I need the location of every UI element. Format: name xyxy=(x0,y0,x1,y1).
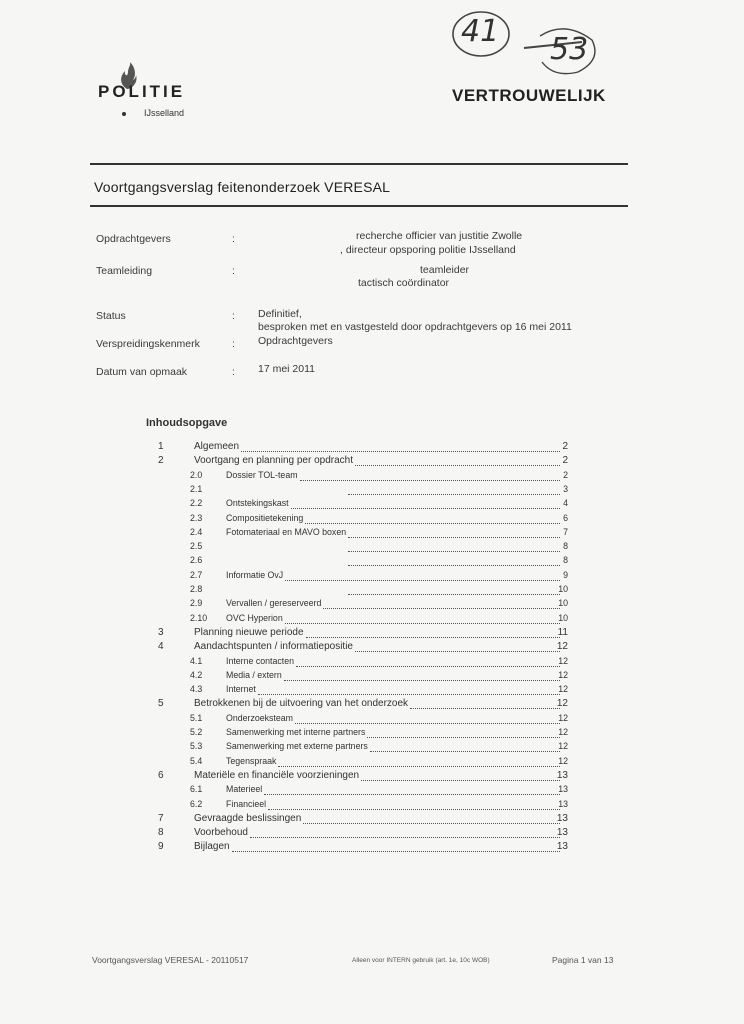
toc-entry-page: 2 xyxy=(563,469,568,480)
toc-entry xyxy=(158,484,572,498)
toc-entry-number: 2.0 xyxy=(190,469,203,480)
toc-entry-page: 12 xyxy=(558,755,568,766)
toc-entry-page: 13 xyxy=(556,769,568,781)
toc-leader-dots xyxy=(250,837,560,838)
toc-entry xyxy=(158,813,572,827)
toc-leader-dots xyxy=(348,537,560,538)
toc-entry-label: Samenwerking met externe partners xyxy=(226,741,368,752)
toc-entry xyxy=(158,570,572,584)
toc-entry xyxy=(158,441,572,455)
meta-verspreiding-sep: : xyxy=(232,338,235,350)
toc-entry-page: 12 xyxy=(558,741,568,752)
toc-entry xyxy=(158,827,572,841)
meta-verspreiding-label: Verspreidingskenmerk xyxy=(96,338,200,350)
toc-entry-page: 11 xyxy=(557,626,568,638)
region-name: IJsselland xyxy=(144,108,185,118)
toc-entry-page: 10 xyxy=(558,584,568,594)
toc-entry-page: 9 xyxy=(563,569,568,580)
toc-leader-dots xyxy=(348,565,560,566)
toc-entry-page: 13 xyxy=(556,827,568,839)
meta-datum-value: 17 mei 2011 xyxy=(258,363,316,375)
toc-entry-label: Planning nieuwe periode xyxy=(194,626,304,638)
toc-entry-label: Materieel xyxy=(226,784,263,795)
toc-entry xyxy=(158,613,572,627)
toc-entry-page: 13 xyxy=(558,798,568,809)
toc-entry xyxy=(158,784,572,798)
toc-leader-dots xyxy=(295,723,560,724)
toc-entry xyxy=(158,684,572,698)
toc-entry-label: Interne contacten xyxy=(226,655,294,666)
toc-entry xyxy=(158,513,572,527)
toc-leader-dots xyxy=(258,694,560,695)
toc-entry-label: Ontstekingskast xyxy=(226,498,289,509)
bullet-icon xyxy=(122,112,126,116)
toc-entry-number: 2 xyxy=(158,455,164,467)
toc-leader-dots xyxy=(285,623,560,624)
toc-entry-number: 5 xyxy=(158,698,164,710)
toc-leader-dots xyxy=(241,451,560,452)
toc-entry-number: 2.7 xyxy=(190,569,203,580)
toc-entry-page: 12 xyxy=(558,655,568,666)
toc-entry-number: 2.1 xyxy=(190,483,203,494)
toc-entry xyxy=(158,841,572,855)
top-rule xyxy=(90,163,628,165)
toc-entry-label: Aandachtspunten / informatiepositie xyxy=(194,641,353,653)
meta-opdrachtgevers-line2: , directeur opsporing politie IJsselland xyxy=(340,244,516,256)
toc-entry-number: 4 xyxy=(158,641,164,653)
toc-leader-dots xyxy=(348,551,560,552)
toc-leader-dots xyxy=(410,708,560,709)
toc-entry-label: Bijlagen xyxy=(194,841,230,853)
toc-entry-page: 10 xyxy=(558,612,568,623)
meta-status-line2: besproken met en vastgesteld door opdrachtgevers op 16 mei 2011 xyxy=(258,321,572,333)
toc-leader-dots xyxy=(355,465,560,466)
toc-entry-page: 13 xyxy=(558,784,568,795)
toc-entry-number: 8 xyxy=(158,827,164,839)
toc-entry-number: 5.1 xyxy=(190,712,203,723)
toc-entry xyxy=(158,756,572,770)
toc-leader-dots xyxy=(306,637,560,638)
toc-entry-number: 6.2 xyxy=(190,798,203,809)
meta-status-label: Status xyxy=(96,310,126,322)
classification-label: VERTROUWELIJK xyxy=(452,86,606,105)
title-rule xyxy=(90,205,628,207)
toc-entry xyxy=(158,641,572,655)
toc-leader-dots xyxy=(278,766,560,767)
toc-entry-label: Dossier TOL-team xyxy=(226,469,298,480)
toc-entry-label: Internet xyxy=(226,684,256,695)
politie-logo xyxy=(98,62,218,122)
meta-teamleiding-line1: teamleider xyxy=(420,264,470,276)
footer-right: Pagina 1 van 13 xyxy=(552,955,614,965)
toc-leader-dots xyxy=(355,651,560,652)
toc-entry xyxy=(158,470,572,484)
toc-entry-number: 5.3 xyxy=(190,741,203,752)
toc-entry-page: 13 xyxy=(556,812,568,824)
toc-entry-label: OVC Hyperion xyxy=(226,612,283,623)
toc-entry xyxy=(158,455,572,469)
toc-entry-label: Fotomateriaal en MAVO boxen xyxy=(226,526,347,537)
meta-teamleiding-line2: tactisch coördinator xyxy=(358,277,450,289)
toc-entry xyxy=(158,598,572,612)
toc-entry-number: 6.1 xyxy=(190,784,203,795)
toc-entry-number: 7 xyxy=(158,812,164,824)
toc-leader-dots xyxy=(285,580,560,581)
meta-verspreiding-value: Opdrachtgevers xyxy=(258,335,333,347)
toc-entry-label: Financieel xyxy=(226,798,267,809)
meta-datum-label: Datum van opmaak xyxy=(96,366,188,378)
toc-entry-label: Tegenspraak xyxy=(226,755,277,766)
toc-entry-number: 4.1 xyxy=(190,655,203,666)
toc-leader-dots xyxy=(284,680,560,681)
document-title: Voortgangsverslag feitenonderzoek VERESAL xyxy=(94,179,391,195)
toc-entry-number: 2.9 xyxy=(190,598,203,609)
toc-leader-dots xyxy=(348,594,560,595)
toc-entry xyxy=(158,527,572,541)
toc-entry-label: Voortgang en planning per opdracht xyxy=(194,455,354,467)
toc-entry-label: Media / extern xyxy=(226,669,282,680)
toc-leader-dots xyxy=(370,751,560,752)
toc-entry xyxy=(158,541,572,555)
toc-entry-number: 5.2 xyxy=(190,727,203,737)
table-of-contents xyxy=(158,441,572,856)
meta-teamleiding-sep: : xyxy=(232,265,235,277)
toc-entry-number: 2.2 xyxy=(190,498,203,509)
toc-entry-page: 12 xyxy=(558,712,568,723)
toc-entry-label: Algemeen xyxy=(194,441,240,452)
toc-entry-label: Samenwerking met interne partners xyxy=(226,727,366,737)
toc-entry-page: 8 xyxy=(563,555,568,566)
meta-datum-sep: : xyxy=(232,366,235,378)
toc-entry-label: Informatie OvJ xyxy=(226,569,284,580)
toc-entry-label: Onderzoeksteam xyxy=(226,712,293,723)
toc-entry-label: Materiële en financiële voorzieningen xyxy=(194,769,360,781)
toc-entry-label: Vervallen / gereserveerd xyxy=(226,598,322,609)
toc-heading: Inhoudsopgave xyxy=(146,417,228,429)
toc-leader-dots xyxy=(300,480,560,481)
toc-entry-number: 2.8 xyxy=(190,584,203,594)
toc-entry-number: 4.3 xyxy=(190,684,203,695)
handwritten-page-number: 41 xyxy=(447,8,517,60)
toc-entry-number: 6 xyxy=(158,769,164,781)
toc-leader-dots xyxy=(305,523,560,524)
meta-opdrachtgevers-sep: : xyxy=(232,233,235,245)
toc-leader-dots xyxy=(323,608,560,609)
toc-entry xyxy=(158,799,572,813)
toc-leader-dots xyxy=(291,508,560,509)
toc-entry-page: 2 xyxy=(562,441,568,452)
toc-leader-dots xyxy=(367,737,560,738)
toc-entry-number: 2.5 xyxy=(190,541,203,552)
toc-entry-page: 3 xyxy=(563,483,568,494)
footer-left: Voortgangsverslag VERESAL - 20110517 xyxy=(92,955,249,965)
toc-entry-page: 12 xyxy=(556,641,568,653)
meta-status-line1: Definitief, xyxy=(258,308,302,320)
toc-entry-page: 12 xyxy=(558,669,568,680)
toc-entry xyxy=(158,584,572,598)
toc-entry-page: 12 xyxy=(558,684,568,695)
toc-leader-dots xyxy=(232,851,560,852)
toc-entry xyxy=(158,555,572,569)
toc-entry xyxy=(158,627,572,641)
toc-entry-number: 2.6 xyxy=(190,555,203,566)
toc-entry xyxy=(158,741,572,755)
toc-entry-number: 2.3 xyxy=(190,512,203,523)
toc-entry-number: 1 xyxy=(158,441,164,452)
toc-entry xyxy=(158,770,572,784)
logo-text: POLITIE xyxy=(98,82,186,101)
footer-center: Alleen voor INTERN gebruik (art. 1e, 10c WOB) xyxy=(352,957,490,964)
toc-entry-number: 9 xyxy=(158,841,164,853)
toc-entry xyxy=(158,727,572,741)
meta-opdrachtgevers-line1: recherche officier van justitie Zwolle xyxy=(356,230,523,242)
toc-entry-page: 6 xyxy=(563,512,568,523)
toc-entry-page: 12 xyxy=(556,698,568,710)
toc-entry-page: 10 xyxy=(558,598,568,609)
toc-entry-label: Betrokkenen bij de uitvoering van het onderzoek xyxy=(194,698,409,710)
meta-teamleiding-label: Teamleiding xyxy=(96,265,153,277)
toc-entry-number: 2.4 xyxy=(190,526,203,537)
toc-entry-number: 2.10 xyxy=(190,612,208,623)
toc-entry-label: Voorbehoud xyxy=(194,827,248,839)
toc-leader-dots xyxy=(296,666,560,667)
toc-entry-page: 4 xyxy=(563,498,568,509)
toc-leader-dots xyxy=(264,794,560,795)
toc-leader-dots xyxy=(361,780,560,781)
toc-entry xyxy=(158,670,572,684)
toc-entry xyxy=(158,698,572,712)
handwritten-crossed-number: 53 xyxy=(520,22,610,78)
meta-opdrachtgevers-label: Opdrachtgevers xyxy=(96,233,171,245)
toc-entry-page: 12 xyxy=(558,727,568,737)
toc-entry-page: 2 xyxy=(562,455,568,467)
toc-entry-label: Gevraagde beslissingen xyxy=(194,812,302,824)
toc-entry-label: Compositietekening xyxy=(226,512,304,523)
toc-entry xyxy=(158,713,572,727)
toc-entry xyxy=(158,498,572,512)
toc-entry-page: 8 xyxy=(563,541,568,552)
toc-entry-number: 4.2 xyxy=(190,669,203,680)
toc-entry-number: 5.4 xyxy=(190,755,203,766)
toc-leader-dots xyxy=(303,823,560,824)
toc-leader-dots xyxy=(268,809,560,810)
toc-entry xyxy=(158,656,572,670)
toc-leader-dots xyxy=(348,494,560,495)
toc-entry-page: 13 xyxy=(556,841,568,853)
meta-status-sep: : xyxy=(232,310,235,322)
toc-entry-number: 3 xyxy=(158,626,164,638)
toc-entry-page: 7 xyxy=(563,526,568,537)
